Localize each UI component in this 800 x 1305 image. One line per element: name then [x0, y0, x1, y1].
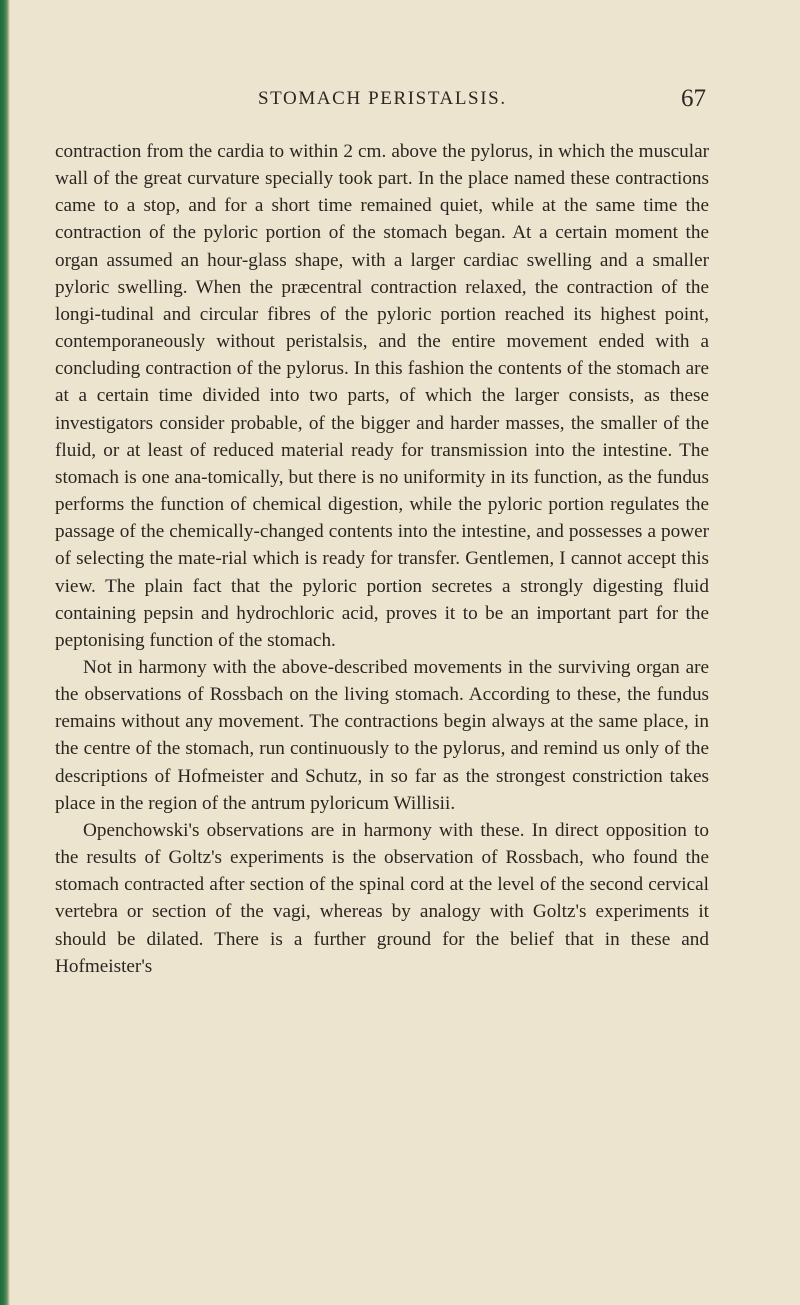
paragraph: Not in harmony with the above-described movements in the surviving organ are the observations of Rossbach on the living stomach. According to these, the fundus remains without any movement. The contractions begin always at the same place, in the centre of the stomach, run continuously to the pylorus, and remind us only of the descriptions of Hofmeister and Schutz, in so far as the strongest constriction takes place in the region of the antrum pyloricum Willisii.	[55, 656, 709, 814]
running-title: STOMACH PERISTALSIS.	[258, 88, 507, 109]
binding-edge	[0, 0, 10, 1305]
page-number: 67	[681, 85, 706, 112]
paragraph: contraction from the cardia to within 2 cm. above the pylorus, in which the muscular wall of the great curvature specially took part. In the place named these contractions came to a stop, and for a short time remained quiet, while at the same time the contraction of the pyloric portion of the stomach began. At a certain moment the organ assumed an hour-glass shape, with a larger cardiac swelling and a smaller pyloric swelling. When the præcentral contraction relaxed, the contraction of the longi-tudinal and circular fibres of the pyloric portion reached its highest point, contemporaneously without peristalsis, and the entire movement ended with a concluding contraction of the pylorus. In this fashion the contents of the stomach are at a certain time divided into two parts, of which the larger consists, as these investigators consider probable, of the bigger and harder masses, the smaller of the fluid, or at least of reduced material ready for transmission into the intestine. The stomach is one ana-tomically, but there is no uniformity in its function, as the fundus performs the function of chemical digestion, while the pyloric portion regulates the passage of the chemically-changed contents into the intestine, and possesses a power of selecting the mate-rial which is ready for transfer. Gentlemen, I cannot accept this view. The plain fact that the pyloric portion secretes a strongly digesting fluid containing pepsin and hydrochloric acid, proves it to be an important part for the peptonising function of the stomach.	[55, 141, 709, 651]
paragraph: Openchowski's observations are in harmony with these. In direct opposition to the results of Goltz's experiments is the observation of Rossbach, who found the stomach contracted after section of the spinal cord at the level of the second cervical vertebra or section of the vagi, whereas by analogy with Goltz's experiments it should be dilated. There is a further ground for the belief that in these and Hofmeister's	[55, 819, 709, 977]
page-header	[0, 86, 800, 116]
body-text	[55, 138, 709, 980]
